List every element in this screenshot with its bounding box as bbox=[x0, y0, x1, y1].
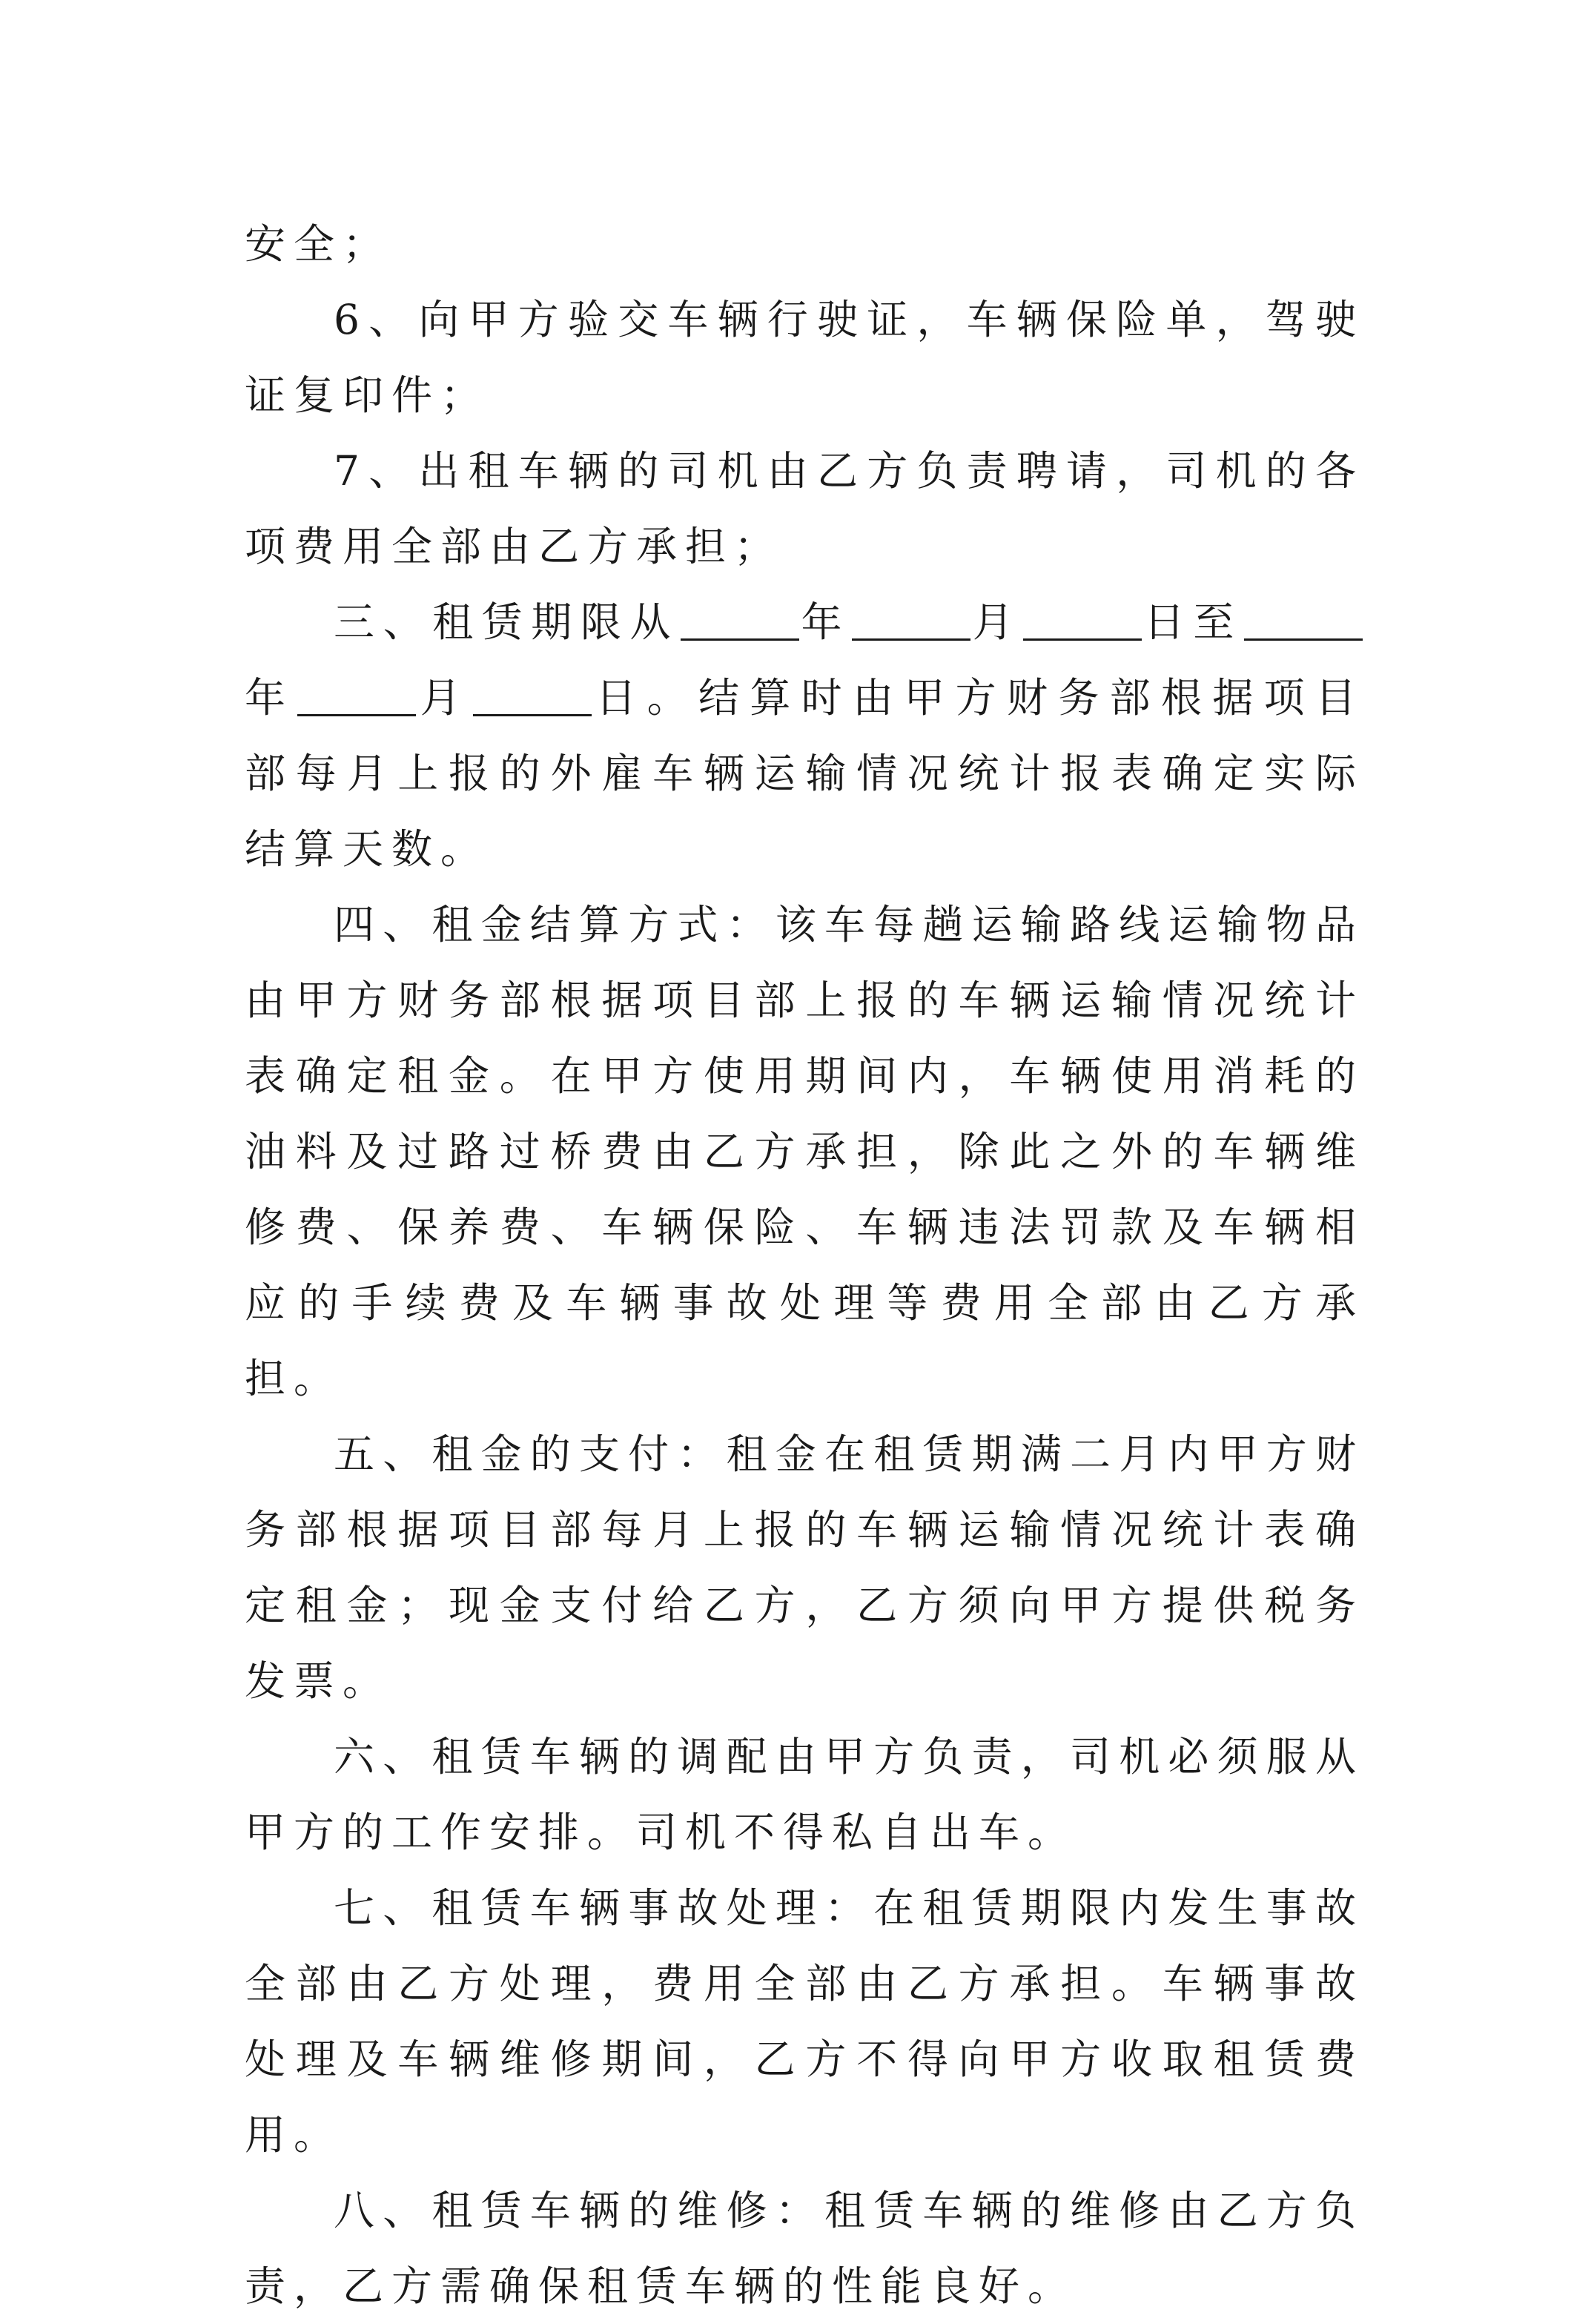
lease-term-month-1: 月 bbox=[972, 598, 1022, 646]
document-body bbox=[245, 206, 1364, 2324]
paragraph-lease-term bbox=[245, 584, 1364, 887]
blank-start-day bbox=[1023, 603, 1142, 641]
paragraph-item-6: 6、向甲方验交车辆行驶证，车辆保险单，驾驶证复印件； bbox=[245, 296, 1364, 419]
blank-end-year bbox=[1244, 603, 1363, 641]
lease-term-year-1: 年 bbox=[800, 598, 851, 646]
paragraph-accident-handling: 七、租赁车辆事故处理：在租赁期限内发生事故全部由乙方处理，费用全部由乙方承担。车辆事故处理及车辆维修期间，乙方不得向甲方收取租赁费用。 bbox=[245, 1884, 1364, 2159]
paragraph-continuation-safety: 安全； bbox=[245, 220, 392, 268]
blank-end-month bbox=[297, 679, 416, 716]
lease-term-prefix: 三、租赁期限从 bbox=[334, 598, 679, 646]
paragraph-item-7: 7、出租车辆的司机由乙方负责聘请，司机的各项费用全部由乙方承担； bbox=[245, 447, 1364, 570]
blank-end-day bbox=[473, 679, 592, 716]
lease-term-month-2: 月 bbox=[417, 674, 472, 722]
blank-start-year bbox=[681, 603, 799, 641]
blank-start-month bbox=[852, 603, 970, 641]
lease-term-year-2: 年 bbox=[245, 674, 297, 722]
lease-term-day-to: 日至 bbox=[1143, 598, 1243, 646]
paragraph-rent-settlement: 四、租金结算方式：该车每趟运输路线运输物品由甲方财务部根据项目部上报的车辆运输情况统计表确定租金。在甲方使用期间内，车辆使用消耗的油料及过路过桥费由乙方承担，除此之外的车辆维修费、保养费、车辆保险、车辆违法罚款及车辆相应的手续费及车辆事故处理等费用全部由乙方承担。 bbox=[245, 901, 1364, 1402]
paragraph-rent-payment: 五、租金的支付：租金在租赁期满二月内甲方财务部根据项目部每月上报的车辆运输情况统计表确定租金；现金支付给乙方，乙方须向甲方提供税务发票。 bbox=[245, 1430, 1364, 1705]
paragraph-vehicle-maintenance: 八、租赁车辆的维修：租赁车辆的维修由乙方负责，乙方需确保租赁车辆的性能良好。 bbox=[245, 2187, 1364, 2310]
paragraph-vehicle-dispatch: 六、租赁车辆的调配由甲方负责，司机必须服从甲方的工作安排。司机不得私自出车。 bbox=[245, 1733, 1364, 1856]
lease-term-suffix: 日。结算时由甲方财务部根据项目部每月上报的外雇车辆运输情况统计报表确定实际结算天数。 bbox=[245, 674, 1364, 873]
